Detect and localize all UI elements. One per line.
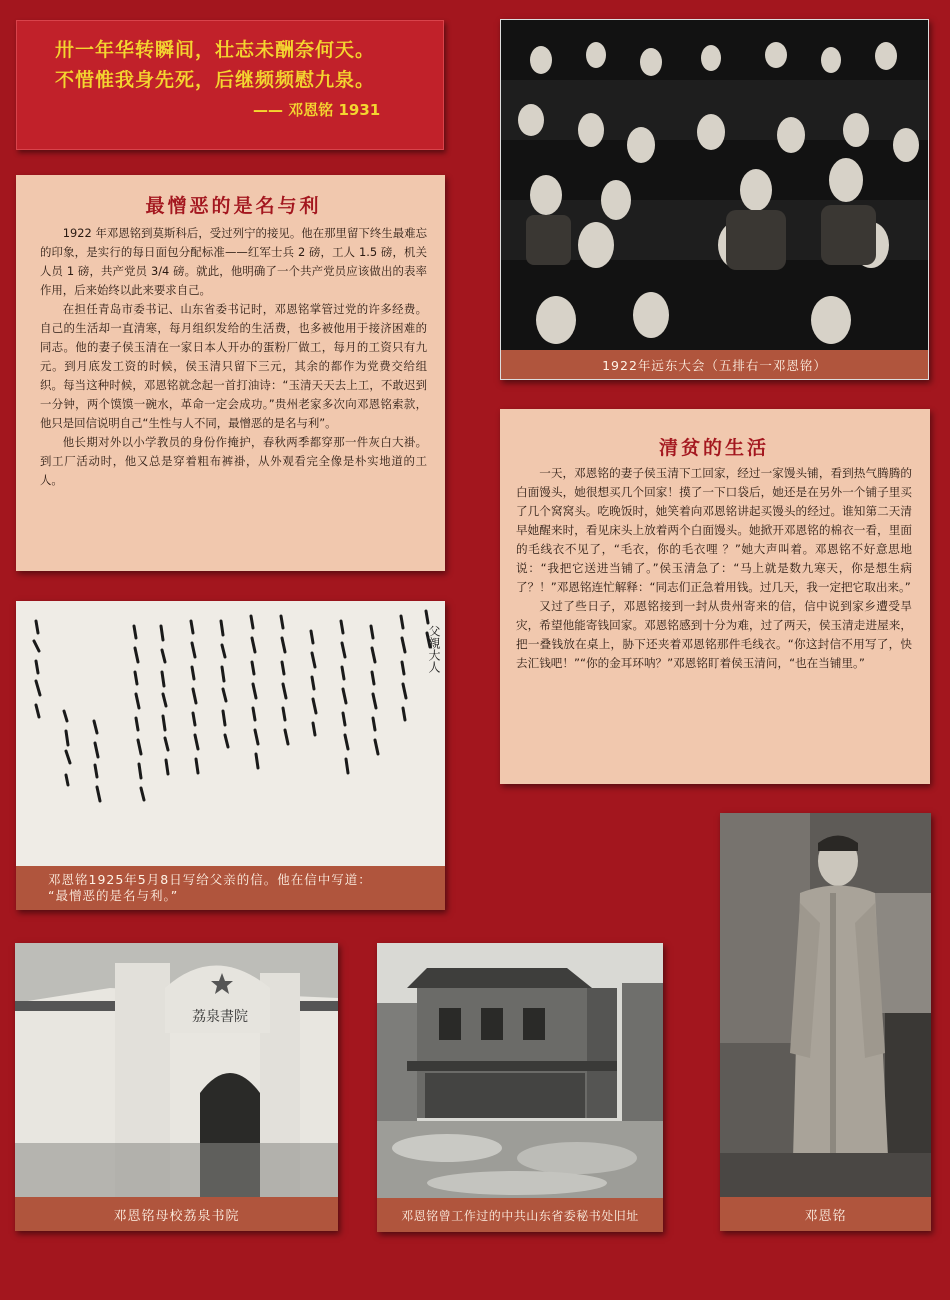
portrait-image xyxy=(720,813,931,1197)
school-gate-image xyxy=(15,943,338,1197)
letter-handwriting-text: 父親大人 xyxy=(427,625,441,673)
photo-caption xyxy=(16,866,445,910)
paragraph: 又过了些日子，邓恩铭接到一封从贵州寄来的信，信中说到家乡遭受旱灾，希望他能寄钱回家。邓恩铭感到十分为难，过了两天，侯玉清走进屋来，把一叠钱放在桌上，胁下还夹着邓恩铭那件毛线衣。“你这封信不用写了，快去汇钱吧！”“你的金耳环呐？”邓恩铭盯着侯玉清问，“也在当铺里。” xyxy=(516,599,912,670)
paragraph: 一天，邓恩铭的妻子侯玉清下工回家，经过一家馒头铺，看到热气腾腾的白面馒头，她很想买几个回家！摸了一下口袋后，她还是在另外一个铺子里买了几个窝窝头。吃晚饭时，她笑着向邓恩铭讲起买馒头的经过。谁知第二天清早她醒来时，看见床头上放着两个白面馒头。她掀开邓恩铭的棉衣一看，里面的毛线衣不见了，“毛衣，你的毛衣哩 ？”她大声叫着。邓恩铭不好意思地说：“我把它送进当铺了。”侯玉清急了：“马上就是数九寒天，你是想生病了？！”邓恩铭连忙解释：“同志们正急着用钱。过几天，我一定把它取出来。” xyxy=(516,466,912,594)
caption-line-2: “最憎恶的是名与利。” xyxy=(48,888,179,903)
text-panel-fame-and-profit xyxy=(16,175,445,571)
school-sign-text: 荔泉書院 xyxy=(192,1009,248,1025)
photo-letter-to-father xyxy=(16,601,445,910)
photo-caption: 1922年远东大会（五排右一邓恩铭） xyxy=(501,350,928,379)
office-building-image xyxy=(377,943,663,1198)
text-panel-frugal-life xyxy=(500,409,930,784)
photo-provincial-committee-office xyxy=(377,943,663,1232)
poem-line-2: 不惜惟我身先死，后继频频慰九泉。 xyxy=(55,69,376,91)
photo-lichuan-academy xyxy=(15,943,338,1231)
photo-caption: 邓恩铭母校荔泉书院 xyxy=(15,1197,338,1231)
crowd-photo-image xyxy=(501,20,928,350)
photo-far-east-congress xyxy=(500,19,929,380)
panel-title: 最憎恶的是名与利 xyxy=(145,195,322,217)
poem-line-1: 卅一年华转瞬间，壮志未酬奈何天。 xyxy=(55,39,376,61)
paragraph: 在担任青岛市委书记、山东省委书记时，邓恩铭掌管过党的许多经费。自己的生活却一直清寒，每月组织发给的生活费，也多被他用于接济困难的同志。他的妻子侯玉清在一家日本人开办的蛋粉厂做工，每月的工资只有九元。到月底发工资的时候，侯玉清只留下三元，其余的都作为党费交给组织。每当这种时候，邓恩铭就念起一首打油诗：“玉清天天去上工，不敢迟到一分钟，两个馍馍一碗水，革命一定会成功。”贵州老家多次向邓恩铭索款，他只是回信说明自己“生性与人不同，最憎恶的是名与利”。 xyxy=(40,302,427,430)
panel-title: 清贫的生活 xyxy=(658,437,769,459)
poem-signature: —— 邓恩铭 1931 xyxy=(253,101,381,119)
photo-deng-enming-portrait xyxy=(720,813,931,1231)
handwritten-letter-image xyxy=(16,601,445,866)
paragraph: 他长期对外以小学教员的身份作掩护，春秋两季都穿那一件灰白大褂。到工厂活动时，他又总是穿着粗布裤褂，从外观看完全像是朴实地道的工人。 xyxy=(40,435,427,487)
paragraph: 1922 年邓恩铭到莫斯科后，受过列宁的接见。他在那里留下终生最难忘的印象，是实行的每日面包分配标准——红军士兵 2 磅，工人 1.5 磅，机关人员 1 磅，共产党员 3/4 磅。就此，他明确了一个共产党员应该做出的表率作用，后来始终以此来要求自己。 xyxy=(40,226,427,297)
poem-banner xyxy=(16,20,444,150)
caption-line-1: 邓恩铭1925年5月8日写给父亲的信。他在信中写道： xyxy=(48,872,372,887)
photo-caption: 邓恩铭曾工作过的中共山东省委秘书处旧址 xyxy=(377,1198,663,1232)
photo-caption: 邓恩铭 xyxy=(720,1197,931,1231)
